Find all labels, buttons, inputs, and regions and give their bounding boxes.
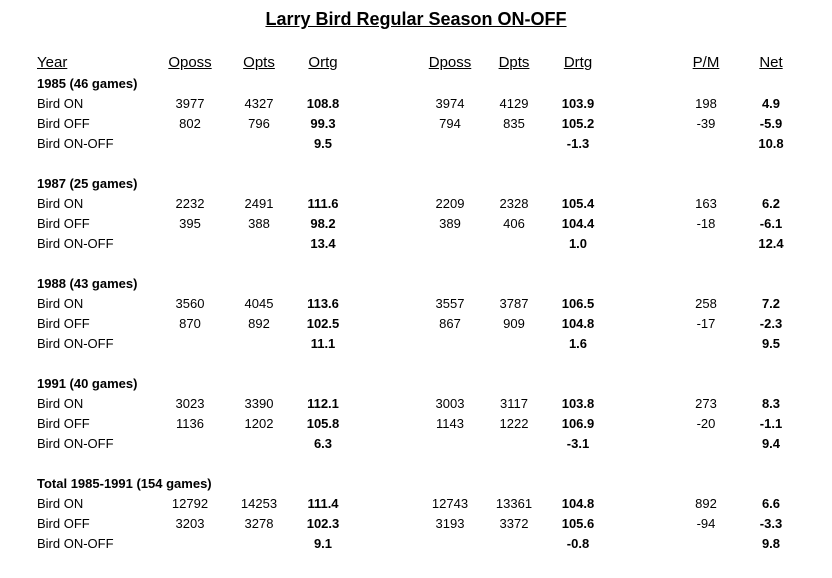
cell-net: 9.5	[761, 336, 781, 351]
cell-pm: -17	[696, 316, 716, 331]
cell-dpts: 13361	[495, 496, 533, 511]
cell-ortg: 6.3	[313, 436, 333, 451]
section-title	[0, 376, 832, 396]
cell-drtg: 105.4	[561, 196, 595, 211]
section-title-text: Total 1985-1991 (154 games)	[37, 476, 212, 491]
section-title	[0, 176, 832, 196]
cell-opts: 892	[248, 316, 270, 331]
table-header	[0, 54, 832, 74]
cell-ortg: 111.4	[307, 496, 339, 511]
section-title	[0, 76, 832, 96]
cell-drtg: 104.4	[561, 216, 595, 231]
cell-net: 9.4	[761, 436, 781, 451]
cell-oposs: 395	[179, 216, 201, 231]
cell-dpts: 835	[503, 116, 525, 131]
cell-net: 4.9	[761, 96, 781, 111]
row-label: Bird OFF	[37, 216, 90, 231]
table-row	[0, 336, 832, 356]
cell-dpts: 406	[503, 216, 525, 231]
cell-opts: 3278	[244, 516, 274, 531]
table-row	[0, 316, 832, 336]
table-row	[0, 516, 832, 536]
cell-opts: 796	[248, 116, 270, 131]
cell-opts: 388	[248, 216, 270, 231]
cell-opts: 14253	[240, 496, 278, 511]
table-row	[0, 196, 832, 216]
cell-ortg: 9.5	[313, 136, 333, 151]
cell-pm: -94	[696, 516, 716, 531]
cell-pm: 163	[695, 196, 717, 211]
cell-dposs: 3974	[435, 96, 465, 111]
cell-pm: -18	[696, 216, 716, 231]
row-label: Bird ON-OFF	[37, 536, 114, 551]
row-label: Bird ON	[37, 496, 84, 511]
cell-ortg: 102.5	[306, 316, 340, 331]
table-row	[0, 396, 832, 416]
cell-dposs: 2209	[435, 196, 465, 211]
cell-drtg: 104.8	[561, 316, 595, 331]
cell-oposs: 1136	[176, 416, 204, 431]
row-label: Bird ON-OFF	[37, 336, 114, 351]
table-row	[0, 436, 832, 456]
cell-net: 6.6	[761, 496, 781, 511]
row-label: Bird ON-OFF	[37, 436, 114, 451]
cell-ortg: 113.6	[307, 296, 339, 311]
row-label: Bird ON	[37, 96, 84, 111]
cell-drtg: 106.9	[561, 416, 595, 431]
cell-dposs: 12743	[431, 496, 469, 511]
section-title	[0, 276, 832, 296]
cell-net: -6.1	[759, 216, 783, 231]
section-title	[0, 476, 832, 496]
header-drtg: Drtg	[563, 54, 593, 71]
table-row	[0, 136, 832, 156]
cell-oposs: 12792	[171, 496, 209, 511]
cell-dposs: 1143	[436, 416, 464, 431]
row-label: Bird ON	[37, 296, 84, 311]
table-row	[0, 296, 832, 316]
cell-opts: 1202	[244, 416, 274, 431]
cell-drtg: 106.5	[561, 296, 595, 311]
cell-oposs: 3203	[175, 516, 205, 531]
cell-ortg: 105.8	[306, 416, 340, 431]
cell-ortg: 13.4	[310, 236, 336, 251]
cell-drtg: 1.6	[568, 336, 588, 351]
section-title-text: 1987 (25 games)	[37, 176, 138, 191]
cell-drtg: -1.3	[566, 136, 590, 151]
header-pm: P/M	[692, 54, 720, 71]
table-row	[0, 416, 832, 436]
cell-opts: 4045	[244, 296, 274, 311]
cell-drtg: -3.1	[566, 436, 590, 451]
row-label: Bird ON-OFF	[37, 136, 114, 151]
cell-oposs: 802	[179, 116, 201, 131]
section-title-text: 1991 (40 games)	[37, 376, 138, 391]
cell-ortg: 98.2	[310, 216, 336, 231]
row-label: Bird OFF	[37, 416, 90, 431]
cell-dposs: 389	[439, 216, 461, 231]
cell-oposs: 3977	[175, 96, 205, 111]
cell-opts: 4327	[244, 96, 274, 111]
cell-pm: 258	[695, 296, 717, 311]
table-row	[0, 236, 832, 256]
header-year: Year	[37, 54, 68, 71]
cell-ortg: 111.6	[307, 196, 339, 211]
cell-net: 10.8	[758, 136, 784, 151]
cell-net: -2.3	[759, 316, 783, 331]
cell-dpts: 1222	[499, 416, 529, 431]
row-label: Bird OFF	[37, 116, 90, 131]
cell-ortg: 9.1	[313, 536, 333, 551]
cell-ortg: 11.1	[310, 336, 336, 351]
cell-ortg: 108.8	[306, 96, 340, 111]
cell-dposs: 3557	[435, 296, 465, 311]
header-oposs: Oposs	[168, 54, 212, 71]
cell-pm: -39	[696, 116, 716, 131]
cell-drtg: 1.0	[568, 236, 588, 251]
cell-opts: 3390	[244, 396, 274, 411]
cell-dposs: 867	[439, 316, 461, 331]
cell-drtg: 105.2	[561, 116, 595, 131]
page-title: Larry Bird Regular Season ON-OFF	[265, 9, 567, 29]
cell-oposs: 3023	[175, 396, 205, 411]
header-opts: Opts	[243, 54, 275, 71]
cell-dpts: 909	[503, 316, 525, 331]
row-label: Bird OFF	[37, 516, 90, 531]
cell-drtg: 104.8	[561, 496, 595, 511]
cell-net: 6.2	[761, 196, 781, 211]
cell-pm: 198	[695, 96, 717, 111]
cell-net: 8.3	[761, 396, 781, 411]
header-ortg: Ortg	[308, 54, 338, 71]
cell-drtg: -0.8	[566, 536, 590, 551]
table-row	[0, 216, 832, 236]
row-label: Bird ON	[37, 196, 84, 211]
cell-ortg: 99.3	[310, 116, 336, 131]
header-net: Net	[759, 54, 783, 71]
header-dposs: Dposs	[428, 54, 472, 71]
cell-net: -3.3	[759, 516, 783, 531]
row-label: Bird OFF	[37, 316, 90, 331]
cell-drtg: 103.8	[561, 396, 595, 411]
cell-net: -5.9	[759, 116, 783, 131]
section-title-text: 1985 (46 games)	[37, 76, 138, 91]
table-row	[0, 536, 832, 556]
row-label: Bird ON	[37, 396, 84, 411]
cell-dpts: 2328	[499, 196, 529, 211]
cell-oposs: 2232	[175, 196, 205, 211]
cell-drtg: 103.9	[561, 96, 595, 111]
cell-oposs: 870	[179, 316, 201, 331]
cell-dposs: 3193	[435, 516, 465, 531]
cell-oposs: 3560	[175, 296, 205, 311]
cell-net: 7.2	[761, 296, 781, 311]
cell-net: -1.1	[759, 416, 783, 431]
cell-ortg: 102.3	[306, 516, 340, 531]
cell-pm: 892	[695, 496, 717, 511]
cell-dpts: 3787	[499, 296, 529, 311]
section-title-text: 1988 (43 games)	[37, 276, 138, 291]
header-dpts: Dpts	[498, 54, 530, 71]
cell-dpts: 4129	[499, 96, 529, 111]
row-label: Bird ON-OFF	[37, 236, 114, 251]
cell-net: 12.4	[758, 236, 784, 251]
cell-dpts: 3372	[499, 516, 529, 531]
table-row	[0, 116, 832, 136]
cell-dposs: 3003	[435, 396, 465, 411]
cell-pm: -20	[696, 416, 716, 431]
cell-net: 9.8	[761, 536, 781, 551]
cell-pm: 273	[695, 396, 717, 411]
cell-ortg: 112.1	[307, 396, 339, 411]
table-row	[0, 496, 832, 516]
cell-opts: 2491	[244, 196, 274, 211]
cell-dposs: 794	[439, 116, 461, 131]
cell-dpts: 3117	[500, 396, 528, 411]
table-row	[0, 96, 832, 116]
cell-drtg: 105.6	[561, 516, 595, 531]
